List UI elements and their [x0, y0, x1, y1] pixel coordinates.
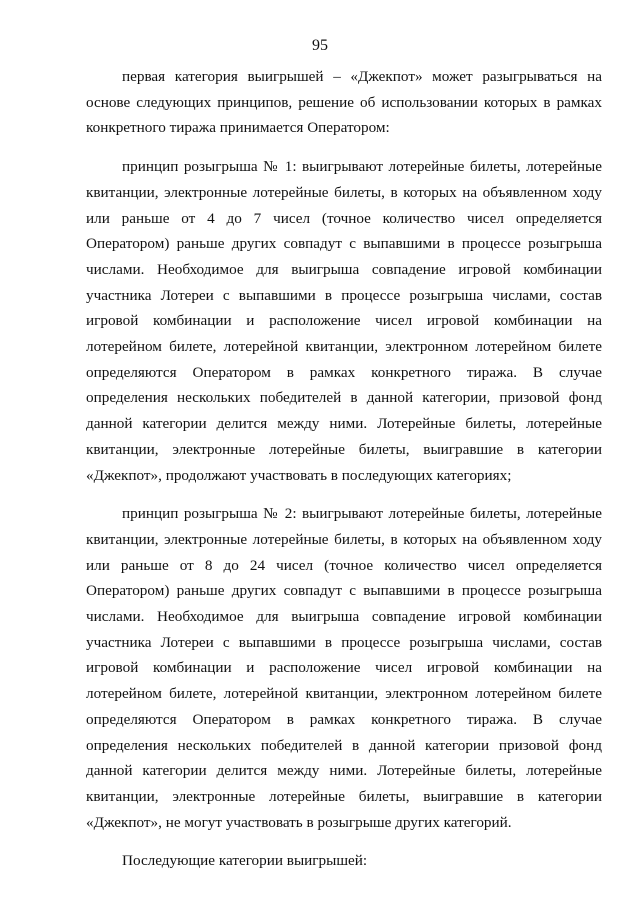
document-body — [86, 64, 602, 874]
paragraph-principle-2: принцип розыгрыша № 2: выигрывают лотерейные билеты, лотерейные квитанции, электронные лотерейные билеты, в которых на объявленном ходу или раньше от 8 до 24 чисел (точное количество чисел определяется Оператором) раньше других совпадут с выпавшими в процессе розыгрыша числами. Необходимое для выигрыша совпадение игровой комбинации участника Лотереи с выпавшими в процессе розыгрыша числами, состав игровой комбинации и расположение чисел игровой комбинации на лотерейном билете, лотерейной квитанции, электронном лотерейном билете определяются Оператором в рамках конкретного тиража. В случае определения нескольких победителей в данной категории призовой фонд данной категории делится между ними. Лотерейные билеты, лотерейные квитанции, электронные лотерейные билеты, выигравшие в категории «Джекпот», не могут участвовать в розыгрыше других категорий. — [86, 505, 602, 831]
paragraph-jackpot-intro: первая категория выигрышей – «Джекпот» может разыгрываться на основе следующих принципов, решение об использовании которых в рамках конкретного тиража принимается Оператором: — [86, 68, 602, 137]
page-number: 95 — [312, 37, 328, 54]
paragraph-principle-1: принцип розыгрыша № 1: выигрывают лотерейные билеты, лотерейные квитанции, электронные лотерейные билеты, в которых на объявленном ходу или раньше от 4 до 7 чисел (точное количество чисел определяется Оператором) раньше других совпадут с выпавшими в процессе розыгрыша числами. Необходимое для выигрыша совпадение игровой комбинации участника Лотереи с выпавшими в процессе розыгрыша числами, состав игровой комбинации и расположение чисел игровой комбинации на лотерейном билете, лотерейной квитанции, электронном лотерейном билете определяются Оператором в рамках конкретного тиража. В случае определения нескольких победителей в данной категории, призовой фонд данной категории делится между ними. Лотерейные билеты, лотерейные квитанции, электронные лотерейные билеты, выигравшие в категории «Джекпот», продолжают участвовать в последующих категориях; — [86, 158, 602, 484]
paragraph-subsequent-categories: Последующие категории выигрышей: — [122, 852, 368, 870]
